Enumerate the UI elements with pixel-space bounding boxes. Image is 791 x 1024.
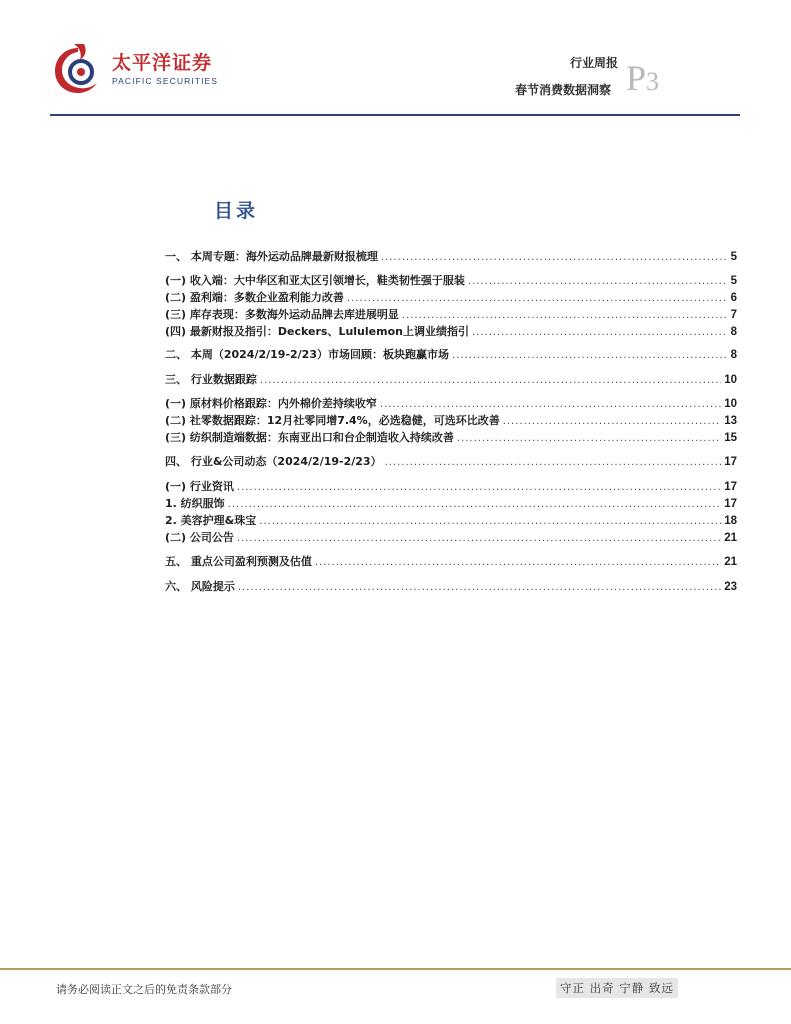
toc-entry-page: 21: [724, 556, 737, 568]
toc-entry-label: (二) 盈利端：多数企业盈利能力改善: [165, 291, 344, 304]
toc-entry-label: 1. 纺织服饰: [165, 497, 225, 510]
toc-entry[interactable]: [165, 578, 737, 595]
toc-entry-page: 7: [730, 309, 737, 321]
toc-entry-label: 三、 行业数据跟踪: [165, 373, 257, 386]
toc-entry-page: 18: [724, 515, 737, 527]
toc-leader-dots: [259, 516, 721, 527]
page-prefix: P: [626, 58, 647, 98]
toc-leader-dots: [228, 499, 722, 510]
toc-entry[interactable]: [165, 512, 737, 529]
toc-entry-label: 五、 重点公司盈利预测及估值: [165, 555, 312, 568]
toc-entry-label: 二、 本周（2024/2/19-2/23）市场回顾：板块跑赢市场: [165, 348, 449, 361]
toc-entry[interactable]: [165, 248, 737, 265]
toc-entry[interactable]: [165, 429, 737, 446]
toc-entry[interactable]: [165, 346, 737, 363]
toc-entry-page: 5: [730, 275, 737, 287]
toc-entry-page: 17: [724, 498, 737, 510]
toc-entry-label: (三) 库存表现：多数海外运动品牌去库进展明显: [165, 308, 399, 321]
toc-entry-label: (一) 收入端：大中华区和亚太区引领增长，鞋类韧性强于服装: [165, 274, 465, 287]
toc-entry-label: 四、 行业&公司动态（2024/2/19-2/23）: [165, 455, 382, 468]
footer-disclaimer: 请务必阅读正文之后的免责条款部分: [56, 983, 232, 996]
toc-entry-label: (二) 公司公告: [165, 531, 234, 544]
toc-entry-page: 6: [730, 292, 737, 304]
report-type: 行业周报: [569, 56, 618, 70]
logo-chinese-name: 太平洋证券: [112, 52, 213, 74]
report-title: 春节消费数据洞察: [514, 83, 611, 97]
toc-entry-label: (一) 行业资讯: [165, 480, 234, 493]
page-number-value: 3: [646, 67, 660, 96]
toc-entry-label: 一、 本周专题：海外运动品牌最新财报梳理: [165, 250, 378, 263]
toc-entry-page: 10: [724, 398, 737, 410]
header-divider: [50, 114, 740, 116]
toc-entry-page: 17: [724, 481, 737, 493]
toc-entry-label: 2. 美容护理&珠宝: [165, 514, 257, 527]
company-logo: [50, 42, 220, 98]
toc-entry[interactable]: [165, 553, 737, 570]
toc-entry[interactable]: [165, 395, 737, 412]
page-number: [626, 60, 659, 96]
toc-entry[interactable]: [165, 272, 737, 289]
toc-leader-dots: [260, 375, 721, 386]
toc-entry-label: (三) 纺织制造端数据：东南亚出口和台企制造收入持续改善: [165, 431, 454, 444]
toc-entry[interactable]: [165, 289, 737, 306]
toc-leader-dots: [402, 310, 728, 321]
toc-leader-dots: [380, 399, 721, 410]
toc-leader-dots: [237, 533, 721, 544]
toc-entry[interactable]: [165, 495, 737, 512]
toc-entry-label: (二) 社零数据跟踪：12月社零同增7.4%，必选稳健，可选环比改善: [165, 414, 500, 427]
toc-leader-dots: [238, 582, 721, 593]
toc-entry[interactable]: [165, 306, 737, 323]
footer-divider: [0, 968, 791, 970]
toc-entry[interactable]: [165, 412, 737, 429]
toc-leader-dots: [347, 293, 728, 304]
footer-slogan: 守正 出奇 宁静 致远: [556, 978, 678, 998]
toc-entry[interactable]: [165, 323, 737, 340]
toc-leader-dots: [457, 433, 721, 444]
pacific-securities-logo-icon: [50, 42, 106, 98]
toc-entry-page: 5: [730, 251, 737, 263]
toc-entry-label: (四) 最新财报及指引：Deckers、Lululemon上调业绩指引: [165, 325, 469, 338]
toc-entry-page: 23: [724, 581, 737, 593]
toc-entry-page: 17: [724, 456, 737, 468]
toc-entry-page: 8: [730, 326, 737, 338]
toc-entry-page: 21: [724, 532, 737, 544]
toc-entry[interactable]: [165, 478, 737, 495]
toc-leader-dots: [237, 482, 721, 493]
toc-title: 目录: [214, 200, 259, 222]
toc-leader-dots: [468, 276, 728, 287]
toc-leader-dots: [452, 350, 728, 361]
toc-entry[interactable]: [165, 453, 737, 470]
toc-entry[interactable]: [165, 371, 737, 388]
toc-leader-dots: [472, 327, 728, 338]
toc-entry-page: 10: [724, 374, 737, 386]
toc-entry-label: (一) 原材料价格跟踪：内外棉价差持续收窄: [165, 397, 377, 410]
toc-entry-label: 六、 风险提示: [165, 580, 235, 593]
logo-english-name: PACIFIC SECURITIES: [112, 76, 219, 86]
toc-entry-page: 13: [724, 415, 737, 427]
toc-leader-dots: [385, 457, 722, 468]
toc-entry-page: 8: [730, 349, 737, 361]
toc-entry[interactable]: [165, 529, 737, 546]
toc-leader-dots: [315, 557, 721, 568]
toc-leader-dots: [503, 416, 722, 427]
toc-entry-page: 15: [724, 432, 737, 444]
toc-leader-dots: [381, 252, 728, 263]
